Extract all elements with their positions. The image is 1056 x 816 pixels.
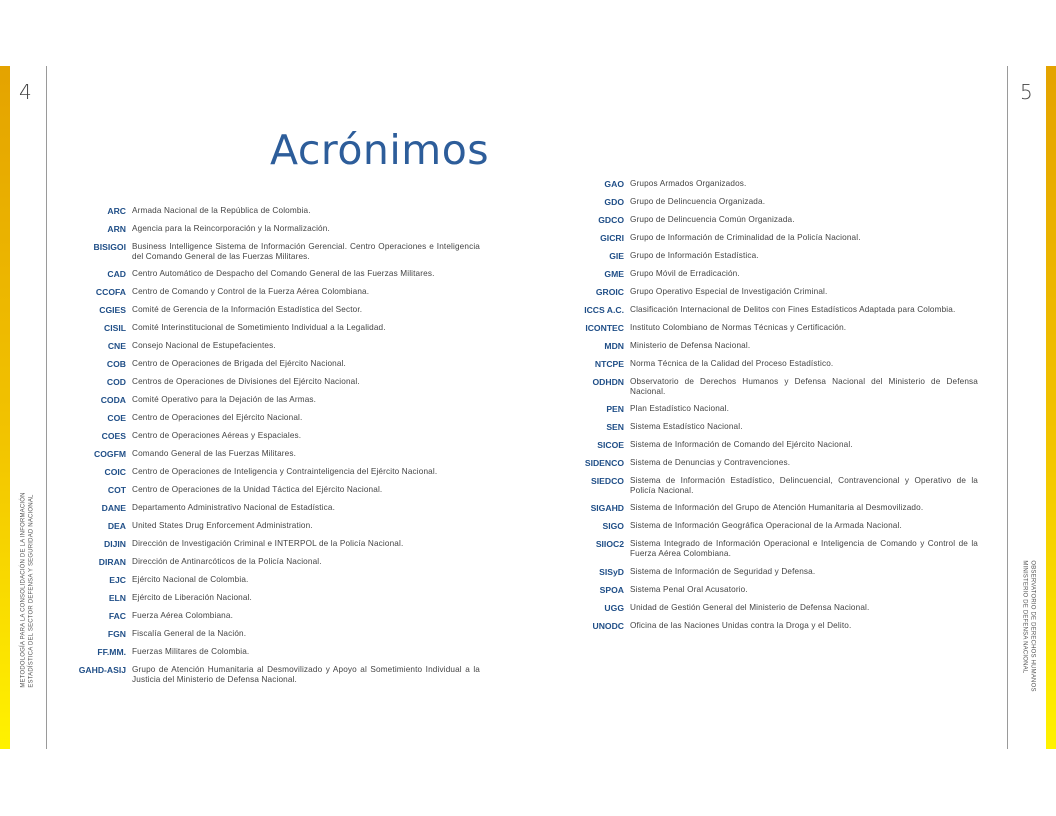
acronym-abbreviation: COIC bbox=[104, 467, 126, 478]
acronym-abbreviation: FF.MM. bbox=[97, 647, 126, 658]
acronym-abbreviation: SIDENCO bbox=[584, 458, 624, 469]
acronym-definition: Unidad de Gestión General del Ministerio de Defensa Nacional. bbox=[630, 602, 870, 612]
acronym-definition: Norma Técnica de la Calidad del Proceso Estadístico. bbox=[630, 359, 834, 368]
acronym-definition: Grupo de Delincuencia Común Organizada. bbox=[630, 215, 795, 224]
acronym-entry bbox=[558, 233, 978, 243]
acronym-definition: Grupo Móvil de Erradicación. bbox=[630, 269, 740, 278]
acronym-entry bbox=[60, 413, 480, 423]
left-margin-rule bbox=[46, 66, 47, 749]
acronym-definition: United States Drug Enforcement Administration. bbox=[132, 521, 313, 531]
acronym-abbreviation: CCOFA bbox=[95, 287, 126, 298]
acronym-entry bbox=[558, 585, 978, 595]
acronym-abbreviation: DIJIN bbox=[104, 539, 126, 550]
acronym-abbreviation: FAC bbox=[108, 611, 126, 622]
acronym-abbreviation: SICOE bbox=[597, 440, 624, 451]
left-side-caption-line: ESTADÍSTICA DEL SECTOR DEFENSA Y SEGURIDAD NACIONAL bbox=[28, 494, 34, 688]
acronym-definition: Sistema de Información del Grupo de Atención Humanitaria al Desmovilizado. bbox=[630, 503, 924, 513]
acronym-entry bbox=[558, 215, 978, 225]
acronym-abbreviation: ICONTEC bbox=[585, 323, 624, 333]
acronym-definition: Grupo Operativo Especial de Investigación Criminal. bbox=[630, 287, 828, 296]
acronym-definition: Grupo de Información Estadística. bbox=[630, 251, 759, 260]
acronym-abbreviation: ARN bbox=[107, 224, 126, 234]
acronym-entry bbox=[558, 197, 978, 207]
acronym-definition: Departamento Administrativo Nacional de Estadística. bbox=[132, 503, 336, 513]
acronym-definition: Oficina de las Naciones Unidas contra la Droga y el Delito. bbox=[630, 620, 852, 630]
acronym-abbreviation: GAHD-ASIJ bbox=[78, 665, 126, 676]
acronym-abbreviation: CISIL bbox=[104, 323, 126, 334]
acronym-list-right bbox=[558, 179, 978, 639]
right-accent-bar bbox=[1046, 66, 1056, 749]
acronym-definition: Grupo de Delincuencia Organizada. bbox=[630, 197, 766, 206]
acronym-entry bbox=[60, 323, 480, 333]
acronym-definition: Sistema de Información de Comando del Ejército Nacional. bbox=[630, 440, 853, 450]
acronym-entry bbox=[558, 603, 978, 613]
acronym-abbreviation: GROIC bbox=[595, 287, 624, 297]
acronym-abbreviation: SIGAHD bbox=[590, 503, 624, 514]
acronym-entry bbox=[558, 476, 978, 495]
acronym-entry bbox=[60, 206, 480, 216]
acronym-entry bbox=[60, 485, 480, 495]
acronym-definition: Dirección de Antinarcóticos de la Policía Nacional. bbox=[132, 557, 322, 567]
acronym-definition: Grupo de Atención Humanitaria al Desmovilizado y Apoyo al Sometimiento Individual a la Justicia del Ministerio de Defensa Nacional. bbox=[132, 665, 480, 684]
acronym-entry bbox=[558, 539, 978, 558]
acronym-entry bbox=[60, 224, 480, 234]
acronym-abbreviation: SISyD bbox=[599, 566, 624, 577]
acronym-definition: Clasificación Internacional de Delitos con Fines Estadísticos Adaptada para Colombia. bbox=[630, 305, 956, 314]
acronym-definition: Sistema Penal Oral Acusatorio. bbox=[630, 584, 748, 594]
acronym-abbreviation: GDCO bbox=[598, 215, 624, 225]
acronym-abbreviation: BISIGOI bbox=[93, 242, 126, 252]
acronym-entry bbox=[558, 251, 978, 261]
acronym-abbreviation: ODHDN bbox=[592, 377, 624, 387]
acronym-abbreviation: GDO bbox=[604, 197, 624, 207]
acronym-abbreviation: COGFM bbox=[94, 449, 126, 460]
acronym-entry bbox=[60, 539, 480, 549]
acronym-definition: Instituto Colombiano de Normas Técnicas y Certificación. bbox=[630, 323, 847, 332]
acronym-entry bbox=[60, 611, 480, 621]
acronym-entry bbox=[558, 567, 978, 577]
acronym-abbreviation: COB bbox=[106, 359, 126, 370]
acronym-entry bbox=[60, 305, 480, 315]
acronym-entry bbox=[60, 647, 480, 657]
acronym-definition: Centro de Operaciones de la Unidad Táctica del Ejército Nacional. bbox=[132, 485, 383, 495]
acronym-definition: Sistema de Denuncias y Contravenciones. bbox=[630, 458, 791, 468]
acronym-abbreviation: SEN bbox=[606, 422, 624, 433]
acronym-definition: Observatorio de Derechos Humanos y Defensa Nacional del Ministerio de Defensa Nacional. bbox=[630, 377, 978, 396]
acronym-abbreviation: COE bbox=[107, 413, 126, 424]
acronym-entry bbox=[558, 359, 978, 369]
acronym-definition: Sistema Estadístico Nacional. bbox=[630, 422, 743, 432]
acronym-entry bbox=[558, 404, 978, 414]
acronym-entry bbox=[60, 287, 480, 297]
acronym-entry bbox=[558, 440, 978, 450]
acronym-definition: Consejo Nacional de Estupefacientes. bbox=[132, 341, 276, 351]
acronym-definition: Grupo de Información de Criminalidad de la Policía Nacional. bbox=[630, 233, 861, 242]
acronym-entry bbox=[558, 521, 978, 531]
acronym-abbreviation: SIIOC2 bbox=[595, 539, 624, 550]
acronym-entry bbox=[60, 431, 480, 441]
acronym-abbreviation: CGIES bbox=[99, 305, 126, 316]
acronym-definition: Sistema de Información de Seguridad y Defensa. bbox=[630, 566, 816, 576]
left-side-caption bbox=[21, 492, 36, 687]
acronym-abbreviation: UGG bbox=[604, 602, 624, 613]
acronym-abbreviation: GICRI bbox=[600, 233, 624, 243]
acronym-entry bbox=[60, 593, 480, 603]
acronym-entry bbox=[60, 449, 480, 459]
acronym-list-left bbox=[60, 206, 480, 692]
acronym-abbreviation: CNE bbox=[107, 341, 126, 352]
acronym-abbreviation: GME bbox=[604, 269, 624, 279]
acronym-entry bbox=[60, 503, 480, 513]
acronym-abbreviation: ARC bbox=[107, 206, 126, 216]
acronym-abbreviation: CODA bbox=[100, 395, 126, 406]
acronym-definition: Centro de Operaciones Aéreas y Espaciales. bbox=[132, 431, 302, 441]
acronym-definition: Dirección de Investigación Criminal e INTERPOL de la Policía Nacional. bbox=[132, 539, 404, 549]
acronym-entry bbox=[558, 269, 978, 279]
acronym-entry bbox=[60, 629, 480, 639]
right-page-number: 5 bbox=[1020, 80, 1033, 104]
acronym-entry bbox=[60, 341, 480, 351]
acronym-abbreviation: ELN bbox=[108, 593, 126, 604]
acronym-definition: Ejército Nacional de Colombia. bbox=[132, 575, 249, 585]
acronym-definition: Fuerza Aérea Colombiana. bbox=[132, 611, 233, 621]
acronym-definition: Centro de Operaciones del Ejército Nacional. bbox=[132, 413, 303, 423]
acronym-entry bbox=[558, 341, 978, 351]
acronym-abbreviation: PEN bbox=[606, 404, 624, 415]
acronym-abbreviation: COD bbox=[106, 377, 126, 388]
acronym-abbreviation: EJC bbox=[109, 575, 126, 586]
acronym-abbreviation: DIRAN bbox=[98, 557, 126, 568]
acronym-entry bbox=[558, 287, 978, 297]
acronym-abbreviation: GAO bbox=[604, 179, 624, 189]
acronym-abbreviation: COT bbox=[107, 485, 126, 496]
acronym-definition: Armada Nacional de la República de Colombia. bbox=[132, 206, 311, 215]
acronym-definition: Comité Operativo para la Dejación de las Armas. bbox=[132, 395, 317, 405]
acronym-definition: Centro Automático de Despacho del Comando General de las Fuerzas Militares. bbox=[132, 269, 435, 279]
acronym-entry bbox=[60, 557, 480, 567]
acronym-abbreviation: GIE bbox=[609, 251, 624, 261]
acronym-definition: Fiscalía General de la Nación. bbox=[132, 629, 247, 639]
acronym-definition: Grupos Armados Organizados. bbox=[630, 179, 747, 188]
acronym-definition: Ejército de Liberación Nacional. bbox=[132, 593, 252, 603]
acronym-abbreviation: MDN bbox=[604, 341, 624, 351]
acronym-entry bbox=[60, 377, 480, 387]
acronym-definition: Sistema de Información Geográfica Operacional de la Armada Nacional. bbox=[630, 521, 902, 531]
acronym-entry bbox=[60, 359, 480, 369]
acronym-abbreviation: SIEDCO bbox=[591, 476, 624, 487]
acronym-definition: Sistema de Información Estadístico, Delincuencial, Contravencional y Operativo de la Policía Nacional. bbox=[630, 476, 978, 495]
acronym-entry bbox=[60, 395, 480, 405]
acronym-abbreviation: SIGO bbox=[602, 521, 624, 532]
acronym-abbreviation: FGN bbox=[107, 629, 126, 640]
acronym-definition: Business Intelligence Sistema de Información Gerencial. Centro Operaciones e Inteligencia del Comando General de las Fuerzas Militares. bbox=[132, 242, 480, 261]
acronym-definition: Centro de Operaciones de Inteligencia y Contrainteligencia del Ejército Nacional. bbox=[132, 467, 438, 477]
acronym-definition: Agencia para la Reincorporación y la Normalización. bbox=[132, 224, 330, 233]
page-title: Acrónimos bbox=[270, 126, 490, 174]
acronym-entry bbox=[60, 521, 480, 531]
left-page-number: 4 bbox=[19, 80, 32, 104]
acronym-abbreviation: CAD bbox=[107, 269, 126, 280]
acronym-entry bbox=[60, 665, 480, 684]
acronym-abbreviation: COES bbox=[101, 431, 126, 442]
acronym-definition: Ministerio de Defensa Nacional. bbox=[630, 341, 751, 350]
right-side-caption bbox=[1021, 560, 1036, 691]
acronym-abbreviation: DANE bbox=[101, 503, 126, 514]
acronym-entry bbox=[60, 269, 480, 279]
left-side-caption-line: METODOLOGÍA PARA LA CONSOLIDACIÓN DE LA INFORMACIÓN bbox=[20, 492, 27, 688]
acronym-entry bbox=[558, 323, 978, 333]
right-side-caption-line: OBSERVATORIO DE DERECHOS HUMANOS bbox=[1029, 560, 1036, 692]
acronym-entry bbox=[60, 242, 480, 261]
acronym-definition: Centro de Comando y Control de la Fuerza Aérea Colombiana. bbox=[132, 287, 370, 297]
acronym-definition: Plan Estadístico Nacional. bbox=[630, 404, 730, 414]
acronym-definition: Centros de Operaciones de Divisiones del Ejército Nacional. bbox=[132, 377, 360, 387]
acronym-entry bbox=[60, 467, 480, 477]
acronym-abbreviation: UNODC bbox=[592, 620, 624, 631]
acronym-entry bbox=[558, 305, 978, 315]
acronym-entry bbox=[558, 377, 978, 396]
acronym-abbreviation: DEA bbox=[107, 521, 126, 532]
acronym-entry bbox=[558, 179, 978, 189]
acronym-definition: Centro de Operaciones de Brigada del Ejército Nacional. bbox=[132, 359, 346, 369]
acronym-entry bbox=[558, 458, 978, 468]
acronym-definition: Comando General de las Fuerzas Militares. bbox=[132, 449, 297, 459]
right-margin-rule bbox=[1007, 66, 1008, 749]
acronym-definition: Sistema Integrado de Información Operacional e Inteligencia de Comando y Control de la Fuerza Aérea Colombiana. bbox=[630, 539, 978, 558]
acronym-abbreviation: ICCS A.C. bbox=[584, 305, 624, 315]
acronym-definition: Comité de Gerencia de la Información Estadística del Sector. bbox=[132, 305, 363, 315]
acronym-definition: Fuerzas Militares de Colombia. bbox=[132, 647, 250, 657]
acronym-entry bbox=[558, 503, 978, 513]
acronym-entry bbox=[558, 422, 978, 432]
acronym-abbreviation: SPOA bbox=[599, 584, 624, 595]
acronym-entry bbox=[558, 621, 978, 631]
acronym-definition: Comité Interinstitucional de Sometimiento Individual a la Legalidad. bbox=[132, 323, 386, 333]
acronym-abbreviation: NTCPE bbox=[594, 359, 624, 369]
left-accent-bar bbox=[0, 66, 10, 749]
right-side-caption-line: MINISTERIO DE DEFENSA NACIONAL bbox=[1022, 560, 1028, 674]
acronym-entry bbox=[60, 575, 480, 585]
